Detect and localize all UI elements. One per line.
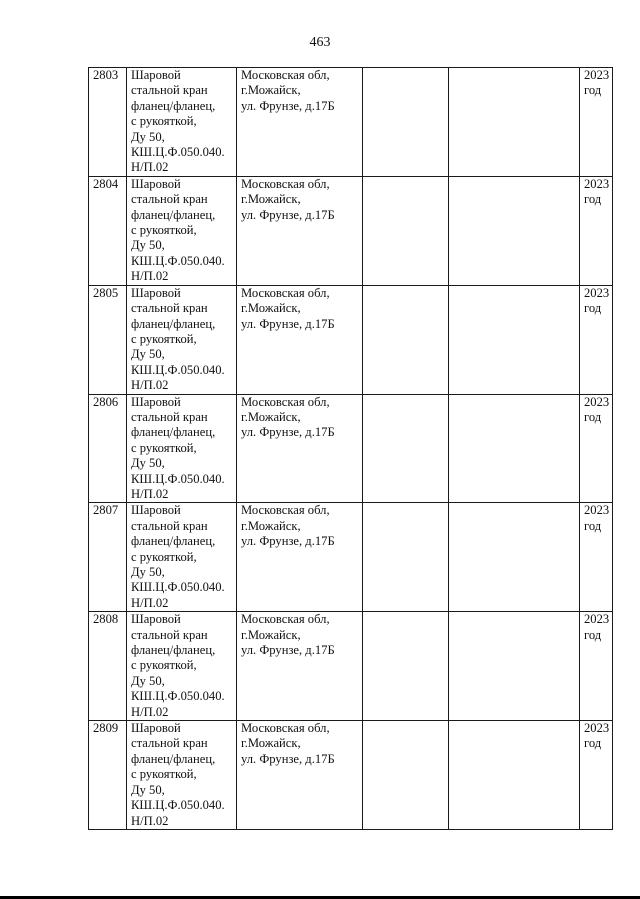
table-row [89, 612, 613, 721]
item-name-line: фланец/фланец, [131, 751, 216, 766]
row-number-cell [89, 285, 127, 394]
item-name-line: с рукояткой, [131, 658, 197, 673]
item-name-line: фланец/фланец, [131, 425, 216, 440]
year-line: 2023 [584, 68, 610, 82]
row-number-cell [89, 721, 127, 830]
item-name-cell [127, 176, 237, 285]
item-name-line: с рукояткой, [131, 767, 197, 782]
address-line: ул. Фрунзе, д.17Б [241, 207, 335, 222]
item-name-line: стальной кран [131, 301, 208, 316]
row-number: 2809 [93, 721, 119, 736]
row-number: 2806 [93, 394, 119, 409]
register-table [88, 67, 613, 830]
address-line: Московская обл, [241, 394, 330, 409]
empty-cell [363, 285, 449, 394]
row-number-cell [89, 503, 127, 612]
item-name-line: стальной кран [131, 192, 208, 207]
address-line: г.Можайск, [241, 301, 301, 316]
item-name-line: КШ.Ц.Ф.050.040. [131, 580, 225, 595]
item-name-line: с рукояткой, [131, 331, 197, 346]
address-cell [237, 612, 363, 721]
empty-cell [449, 503, 580, 612]
item-name-line: КШ.Ц.Ф.050.040. [131, 689, 225, 704]
row-number-cell [89, 68, 127, 177]
item-name-line: с рукояткой, [131, 549, 197, 564]
item-name-line: фланец/фланец, [131, 316, 216, 331]
item-name-cell [127, 68, 237, 177]
item-name-line: фланец/фланец, [131, 98, 216, 113]
year-cell [580, 394, 613, 503]
year-line: 2023 [584, 176, 610, 191]
address-cell [237, 503, 363, 612]
year-cell [580, 503, 613, 612]
item-name-line: стальной кран [131, 736, 208, 751]
empty-cell [363, 721, 449, 830]
empty-cell [449, 68, 580, 177]
item-name-line: Шаровой [131, 176, 181, 191]
item-name-line: Н/П.02 [131, 269, 169, 284]
address-line: г.Можайск, [241, 83, 301, 98]
address-cell [237, 68, 363, 177]
row-number: 2804 [93, 176, 119, 191]
empty-cell [449, 612, 580, 721]
table-row [89, 721, 613, 830]
year-line: год [584, 518, 602, 533]
item-name-line: КШ.Ц.Ф.050.040. [131, 798, 225, 813]
year-line: 2023 [584, 612, 610, 627]
item-name-line: Ду 50, [131, 129, 165, 144]
row-number: 2807 [93, 503, 119, 518]
row-number-cell [89, 176, 127, 285]
year-line: год [584, 627, 602, 642]
address-cell [237, 285, 363, 394]
address-line: Московская обл, [241, 612, 330, 627]
row-number-cell [89, 394, 127, 503]
year-cell [580, 612, 613, 721]
row-number: 2805 [93, 285, 119, 300]
address-line: г.Можайск, [241, 736, 301, 751]
item-name-cell [127, 721, 237, 830]
item-name-line: Н/П.02 [131, 813, 169, 828]
item-name-line: стальной кран [131, 518, 208, 533]
address-line: г.Можайск, [241, 518, 301, 533]
address-line: ул. Фрунзе, д.17Б [241, 751, 335, 766]
item-name-line: с рукояткой, [131, 114, 197, 129]
item-name-line: стальной кран [131, 627, 208, 642]
item-name-line: с рукояткой, [131, 440, 197, 455]
address-line: г.Можайск, [241, 409, 301, 424]
item-name-line: стальной кран [131, 83, 208, 98]
item-name-cell [127, 394, 237, 503]
item-name-line: фланец/фланец, [131, 534, 216, 549]
row-number: 2803 [93, 68, 119, 82]
address-line: Московская обл, [241, 721, 330, 736]
address-line: Московская обл, [241, 503, 330, 518]
item-name-line: Шаровой [131, 285, 181, 300]
item-name-line: Н/П.02 [131, 160, 169, 175]
year-line: 2023 [584, 503, 610, 518]
empty-cell [363, 176, 449, 285]
item-name-line: Шаровой [131, 394, 181, 409]
item-name-line: Ду 50, [131, 673, 165, 688]
item-name-line: Н/П.02 [131, 378, 169, 393]
item-name-line: Н/П.02 [131, 595, 169, 610]
row-number-cell [89, 612, 127, 721]
year-cell [580, 176, 613, 285]
address-line: г.Можайск, [241, 627, 301, 642]
year-cell [580, 721, 613, 830]
item-name-line: КШ.Ц.Ф.050.040. [131, 471, 225, 486]
item-name-line: КШ.Ц.Ф.050.040. [131, 253, 225, 268]
item-name-cell [127, 285, 237, 394]
item-name-line: Шаровой [131, 721, 181, 736]
item-name-line: Шаровой [131, 68, 181, 82]
table-row [89, 503, 613, 612]
page-number: 463 [309, 35, 331, 50]
address-line: ул. Фрунзе, д.17Б [241, 643, 335, 658]
year-line: год [584, 301, 602, 316]
item-name-cell [127, 503, 237, 612]
address-line: Московская обл, [241, 285, 330, 300]
address-cell [237, 176, 363, 285]
item-name-line: Шаровой [131, 503, 181, 518]
table-row [89, 285, 613, 394]
address-line: ул. Фрунзе, д.17Б [241, 425, 335, 440]
item-name-line: КШ.Ц.Ф.050.040. [131, 362, 225, 377]
item-name-line: Н/П.02 [131, 486, 169, 501]
item-name-line: Ду 50, [131, 347, 165, 362]
item-name-line: Ду 50, [131, 782, 165, 797]
empty-cell [449, 285, 580, 394]
year-line: 2023 [584, 394, 610, 409]
address-line: Московская обл, [241, 68, 330, 82]
item-name-line: Ду 50, [131, 565, 165, 579]
address-line: ул. Фрунзе, д.17Б [241, 98, 335, 113]
year-line: год [584, 83, 602, 98]
year-line: год [584, 409, 602, 424]
empty-cell [449, 721, 580, 830]
year-cell [580, 285, 613, 394]
item-name-line: стальной кран [131, 409, 208, 424]
empty-cell [363, 394, 449, 503]
register-table-body [89, 68, 613, 830]
year-line: год [584, 736, 602, 751]
address-line: ул. Фрунзе, д.17Б [241, 534, 335, 549]
address-cell [237, 721, 363, 830]
item-name-line: Ду 50, [131, 456, 165, 471]
empty-cell [363, 503, 449, 612]
address-cell [237, 394, 363, 503]
address-line: ул. Фрунзе, д.17Б [241, 316, 335, 331]
year-line: 2023 [584, 721, 610, 736]
empty-cell [449, 394, 580, 503]
item-name-line: с рукояткой, [131, 223, 197, 238]
item-name-line: КШ.Ц.Ф.050.040. [131, 145, 225, 160]
row-number: 2808 [93, 612, 119, 627]
item-name-cell [127, 612, 237, 721]
item-name-line: Шаровой [131, 612, 181, 627]
table-row [89, 68, 613, 177]
empty-cell [363, 612, 449, 721]
empty-cell [363, 68, 449, 177]
year-line: год [584, 192, 602, 207]
address-line: Московская обл, [241, 176, 330, 191]
item-name-line: Н/П.02 [131, 704, 169, 719]
year-cell [580, 68, 613, 177]
item-name-line: фланец/фланец, [131, 207, 216, 222]
empty-cell [449, 176, 580, 285]
table-row [89, 394, 613, 503]
item-name-line: Ду 50, [131, 238, 165, 253]
year-line: 2023 [584, 285, 610, 300]
item-name-line: фланец/фланец, [131, 643, 216, 658]
address-line: г.Можайск, [241, 192, 301, 207]
table-row [89, 176, 613, 285]
